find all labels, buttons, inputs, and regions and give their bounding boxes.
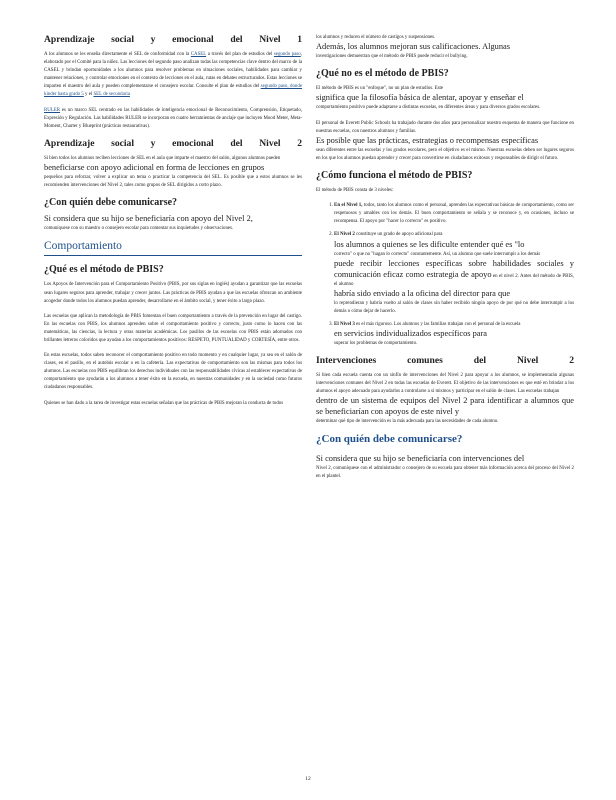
text-run-large: Si considera que su hijo se beneficiaría con intervenciones del bbox=[316, 454, 525, 464]
text-run: , elaborado por el Comité para la niñez. Las lecciones del segundo paso analizan todas las competencias clave dentro del marco de la CASEL y brindan oportunidades a los alumnos para resolver problemas en situaciones sociales, habilidades para cambiar y mantener relaciones, y controlar emociones en el contexto de lecciones en el aula, rutas en debates estructurados. Estas lecciones se imparten el maestro del aula y pueden complementarse el consejero escolar. Consulte el plan de estudios del bbox=[44, 52, 302, 90]
paragraph-levels-intro: El método de PBIS consta de 3 niveles: bbox=[316, 188, 394, 194]
text-run-large: Además, los alumnos mejoran sus calificaciones. Algunas bbox=[316, 42, 510, 52]
ruler-link[interactable]: RULER bbox=[44, 107, 61, 113]
text-run: a través del plan de estudios del bbox=[206, 52, 274, 57]
text-run: A los alumnos se les enseña directamente el SEL de conformidad con la bbox=[44, 52, 191, 57]
paragraph-pbis-1: Los Apoyos de Intervención para el Comportamiento Positivo (PBIS, por sus siglas en inglés) ayudan a garantizar que las escuelas sean lugares seguros para aprender, trabajar y crecer juntos. Las prácticas de PBIS ayudan a que las escuelas ofrezcan un ambiente acogedor donde todos los alumnos puedan aprender, desarrollarse en el ámbito social, y tener éxito a largo plazo. bbox=[44, 282, 302, 304]
text-run: es el más riguroso. Los alumnos y las familias trabajan con el personal de la escuela bbox=[354, 322, 521, 328]
second-step-k5-link[interactable]: segundo paso, donde kinder hasta grado 5 bbox=[44, 84, 302, 98]
text-run: investigaciones demuestran que el método de PBIS puede reducir el bullying. bbox=[316, 54, 468, 60]
section-title-how-pbis-works: ¿Cómo funciona el método de PBIS? bbox=[316, 170, 473, 182]
left-column bbox=[44, 34, 302, 415]
text-run-large: significa que la filosofía básica de alentar, apoyar y enseñar el bbox=[316, 93, 524, 103]
text-run: constituye un grado de apoyo adicional para bbox=[354, 232, 443, 238]
list-item-level-3 bbox=[334, 321, 574, 348]
text-run-large: dentro de un sistema de equipos del Nivel 2 para identificar a alumnos que se beneficiarían con apoyos de este nivel y bbox=[316, 395, 574, 416]
text-run: los alumnos y reducen el número de castigos y suspensiones. bbox=[316, 35, 436, 40]
text-run: pequeños para reforzar, volver a explicar un tema o practicar la competencia del SEL. Es posible que a estos alumnos se les recomienden intervenciones del Nivel 2, tales como grupos de SEL dirigidos a corto plazo. bbox=[44, 175, 302, 189]
text-run-large: los alumnos a quienes se les dificulte entender qué es "lo bbox=[334, 239, 525, 249]
text-run: comportamiento positivo puede adaptarse a distintas escuelas, en diferentes áreas y para diversos grados escolares. bbox=[316, 105, 541, 111]
sel-secondary-link[interactable]: SEL de secundaria bbox=[93, 92, 130, 98]
paragraph-pbis-3: En estas escuelas, todos saben reconocer el comportamiento positivo en todo momento y en cualquier lugar, ya sea en el salón de clases, en el pasillo, en el autobús escolar o en la cafetería. Las expectativas de comportamiento son las mismas para todos los alumnos. Las escuelas con PBIS equilibran los derechos individuales con las responsabilidades cívicas al establecer expectativas de comportamiento que ayudarán a los alumnos a tener éxito en la escuela, en nuestras comunidades y en la sociedad como futuros ciudadanos responsables. bbox=[44, 353, 302, 391]
text-run: comuníquese con su maestro o consejero escolar para comentar sus inquietudes y observaciones. bbox=[44, 226, 234, 232]
section-title-tier2-interventions: Intervenciones comunes del Nivel 2 bbox=[316, 354, 574, 366]
list-item-label: El Nivel 3 bbox=[334, 322, 355, 328]
section-title-sel-tier1: Aprendizaje social y emocional del Nivel 1 bbox=[44, 34, 302, 45]
text-run: Nivel 2, comuníquese con el administrador o consejero de su escuela para obtener más información acerca del proceso del Nivel 2 en el plantel. bbox=[316, 466, 574, 480]
text-run: determinar qué tipo de intervención es la más adecuada para las necesidades de cada alumno. bbox=[316, 419, 499, 424]
section-title-what-is-pbis: ¿Qué es el método de PBIS? bbox=[44, 264, 164, 276]
page-number: 12 bbox=[305, 776, 311, 782]
text-run: El método de PBIS es un "enfoque", no un plan de estudios. Este bbox=[316, 86, 444, 92]
paragraph-sel-tier1 bbox=[44, 51, 302, 100]
text-run: Si bien todos los alumnos reciben lecciones de SEL en el aula que imparte el maestro del salón, algunos alumnos pueden bbox=[44, 155, 281, 161]
paragraph-not-pbis-2 bbox=[316, 120, 574, 163]
section-title-contact-1: ¿Con quién debe comunicarse? bbox=[44, 197, 178, 209]
text-run: lo reprendieran y habría vuelto al salón de clases sin haber recibido ningún apoyo de por qué no debe interrumpir a los demás o cómo dejar de hacerlo. bbox=[334, 301, 574, 315]
paragraph-pbis-4: Quienes se han dado a la tarea de investigar estas escuelas señalan que las prácticas de PBIS mejoran la conducta de todos bbox=[44, 400, 284, 406]
section-title-what-pbis-is-not: ¿Qué no es el método de PBIS? bbox=[316, 68, 449, 80]
right-column bbox=[316, 34, 574, 488]
section-title-sel-tier2: Aprendizaje social y emocional del Nivel 2 bbox=[44, 137, 302, 149]
text-run-large: puede recibir lecciones específicas sobre habilidades sociales y comunicación eficaz como estrategia de apoyo bbox=[334, 258, 574, 279]
text-run: todos, tanto los alumnos como el personal, aprenden las expectativas básicas de comportamiento, como ser respetuosos y amables con los demás. El buen comportamiento se señala y se reconoce y, en ocasiones, incluso se recompensa. El apoyo por "hacer lo correcto" es positivo. bbox=[334, 203, 574, 225]
casel-link[interactable]: CASEL bbox=[190, 52, 207, 57]
text-run: y el bbox=[83, 92, 94, 98]
list-item-level-1 bbox=[334, 202, 574, 226]
paragraph-tier2-interventions bbox=[316, 372, 574, 427]
paragraph-pbis-2: Las escuelas que aplican la metodología de PBIS fomentan el buen comportamiento a través de la prevención en lugar del castigo. En las escuelas con PBIS, los alumnos aprenden sobre el comportamiento positivo y correcto, justo como lo hacen con las matemáticas, las ciencias, la lectura y otras materias académicas. Los pasillos de las escuelas con PBIS están adornados con brillantes letreros coloridos que ayudan a los comportamientos positivos: RESPETO, PUNTUALIDAD y CORTESÍA, entre otros. bbox=[44, 313, 302, 343]
text-run: en el nivel 2. Antes del método de PBIS, el alumno bbox=[334, 273, 574, 287]
text-run: correcto" o que no "hagan lo correcto" constantemente. Así, un alumno que suele interrumpir a los demás bbox=[334, 251, 541, 257]
paragraph-sel-tier2 bbox=[44, 155, 302, 190]
text-run: sean diferentes entre las escuelas y los grados escolares, pero el objetivo es el mismo. Nuestras escuelas deben ser lugares seguros en los que los alumnos puedan aprender y crecer para convertirse en ciudadanos exitosos y responsables de dirigir el futuro. bbox=[316, 147, 574, 161]
paragraph-ruler bbox=[44, 107, 302, 131]
paragraph-contact-1 bbox=[44, 214, 302, 233]
list-item-label: El Nivel 2 bbox=[334, 232, 355, 238]
text-run-large: Es posible que las prácticas, estrategias o recompensas específicas bbox=[316, 135, 539, 145]
list-item-level-2 bbox=[334, 231, 574, 316]
levels-list bbox=[316, 202, 574, 348]
section-heading-behavior: Comportamiento bbox=[44, 240, 302, 256]
text-run: superar los problemas de comportamiento. bbox=[334, 341, 418, 347]
text-run-large: beneficiarse con apoyo adicional en forma de lecciones en grupos bbox=[44, 162, 265, 172]
text-run-large: Si considera que su hijo se beneficiaría con apoyo del Nivel 2, bbox=[44, 214, 253, 224]
second-step-link[interactable]: segundo paso bbox=[273, 52, 301, 57]
text-run: es un marco SEL centrado en las habilidades de inteligencia emocional de Reconocimiento, Comprensión, Etiquetado, Expresión y Regulación. Las habilidades RULER se incorporan en cuatro herramientas de anclaje que incluyen Mood Meter, Meta-Moment, Charter y Blueprint (prácticas restaurativas). bbox=[44, 107, 302, 129]
paragraph-continued bbox=[316, 34, 574, 61]
text-run-large: en servicios individualizados específicos para bbox=[334, 329, 488, 339]
text-run-large: habría sido enviado a la oficina del director para que bbox=[334, 288, 511, 298]
text-run: Si bien cada escuela cuenta con un sinfín de intervenciones del Nivel 2 para apoyar a los alumnos, se implementarán algunas intervenciones comunes del Nivel 2 en todas las escuelas de Everett. El objetivo de las intervenciones es que esté en brindar a los alumnos el apoyo adecuado para ayudarlos a controlarse a sí mismos y participar en el salón de clases. Las escuelas trabajan bbox=[316, 372, 574, 394]
paragraph-contact-2 bbox=[316, 454, 574, 481]
list-item-label: En el Nivel 1, bbox=[334, 203, 363, 209]
text-run: El personal de Everett Public Schools ha trabajado durante dos años para personalizar nuestro esquema de manera que funcione en nuestras escuelas, con nuestros alumnos y familias. bbox=[316, 120, 574, 134]
paragraph-not-pbis-1 bbox=[316, 85, 574, 112]
section-title-contact-2: ¿Con quién debe comunicarse? bbox=[316, 433, 463, 446]
